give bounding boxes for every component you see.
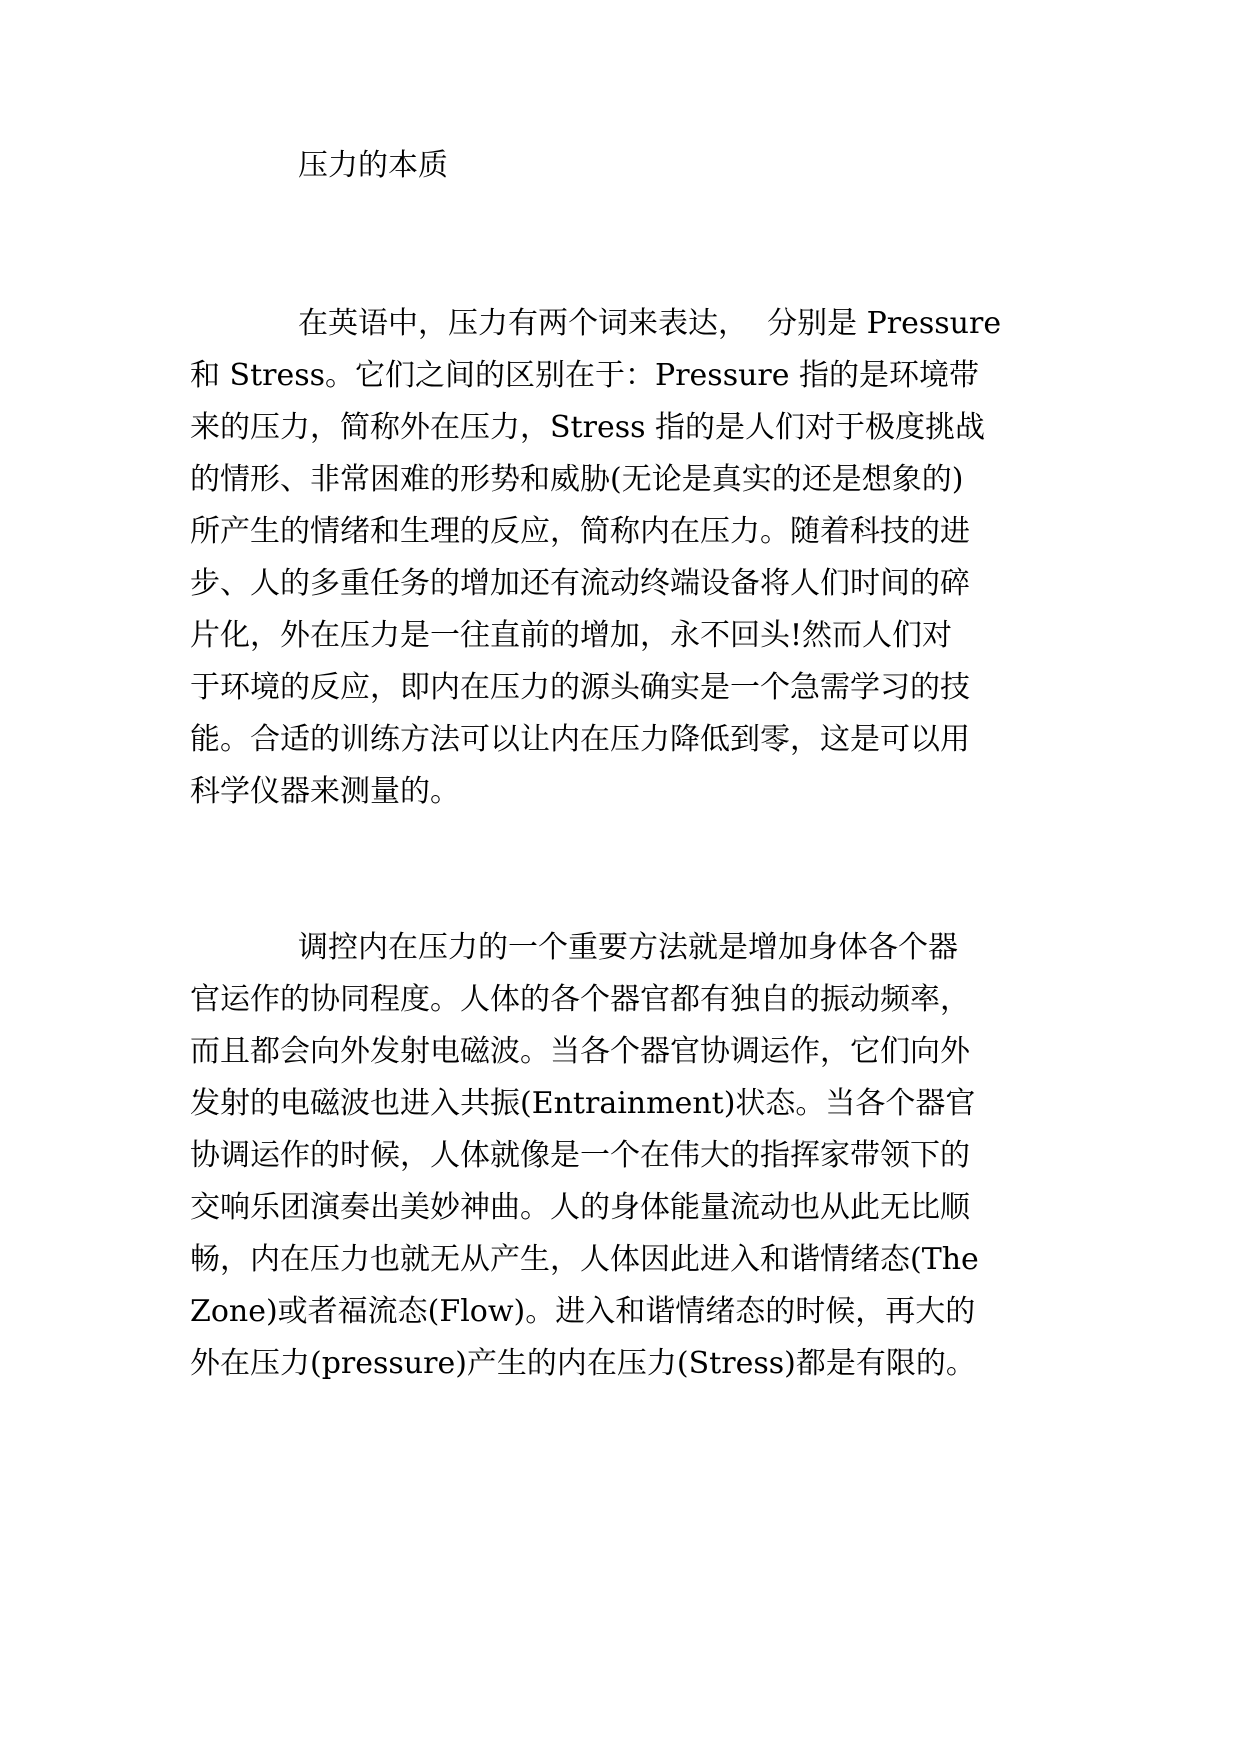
paragraph-line: 发射的电磁波也进入共振(Entrainment)状态。当各个器官 [190,1086,976,1121]
paragraph-line: 官运作的协同程度。人体的各个器官都有独自的振动频率， [190,982,970,1017]
paragraph-line: 畅，内在压力也就无从产生，人体因此进入和谐情绪态(The [190,1242,979,1277]
paragraph-line: 科学仪器来测量的。 [190,774,460,809]
paragraph-line: 外在压力(pressure)产生的内在压力(Stress)都是有限的。 [190,1346,976,1381]
document-title: 压力的本质 [298,148,448,183]
paragraph-line: 片化，外在压力是一往直前的增加，永不回头!然而人们对 [190,618,953,653]
paragraph-line: 在英语中，压力有两个词来表达， 分别是 Pressure [298,306,1002,341]
paragraph-line: 来的压力，简称外在压力，Stress 指的是人们对于极度挑战 [190,410,986,445]
paragraph-line: 能。合适的训练方法可以让内在压力降低到零，这是可以用 [190,722,970,757]
paragraph-line: Zone)或者福流态(Flow)。进入和谐情绪态的时候，再大的 [190,1294,976,1329]
paragraph-line: 步、人的多重任务的增加还有流动终端设备将人们时间的碎 [190,566,970,601]
paragraph-line: 于环境的反应，即内在压力的源头确实是一个急需学习的技 [190,670,970,705]
paragraph-line: 和 Stress。它们之间的区别在于：Pressure 指的是环境带 [190,358,980,393]
paragraph-line: 所产生的情绪和生理的反应，简称内在压力。随着科技的进 [190,514,970,549]
paragraph-line: 交响乐团演奏出美妙神曲。人的身体能量流动也从此无比顺 [190,1190,970,1225]
paragraph-line: 而且都会向外发射电磁波。当各个器官协调运作，它们向外 [190,1034,970,1069]
paragraph-line: 协调运作的时候，人体就像是一个在伟大的指挥家带领下的 [190,1138,970,1173]
paragraph-line: 的情形、非常困难的形势和威胁(无论是真实的还是想象的) [190,462,964,497]
paragraph-line: 调控内在压力的一个重要方法就是增加身体各个器 [298,930,958,965]
